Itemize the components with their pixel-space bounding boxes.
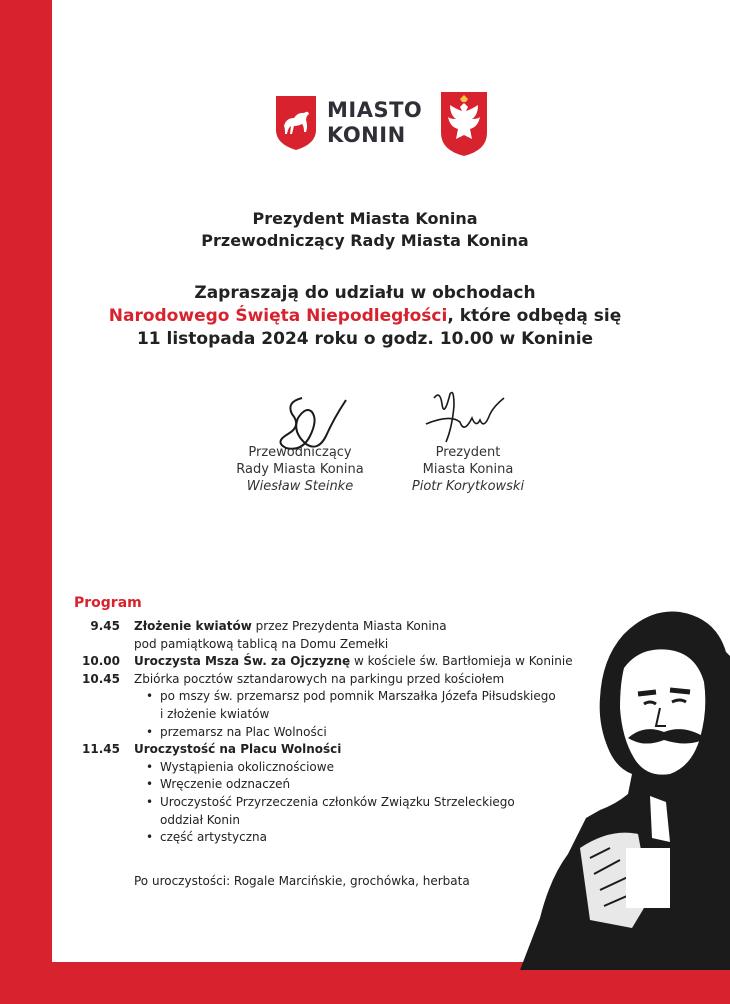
program-description <box>134 671 594 741</box>
program-bullet: • część artystyczna <box>160 829 594 847</box>
after-ceremony-note: Po uroczystości: Rogale Marcińskie, grochówka, herbata <box>134 874 470 888</box>
program-bullet-text: i złożenie kwiatów <box>160 706 270 721</box>
polish-eagle-emblem-icon <box>438 89 490 159</box>
program-time: 11.45 <box>82 742 120 757</box>
program-item <box>74 741 594 847</box>
invite-line-2-rest: , które odbędą się <box>447 306 622 326</box>
red-side-stripe <box>0 0 52 1004</box>
logo-line-2: KONIN <box>327 123 406 147</box>
program-time: 9.45 <box>90 619 120 633</box>
program-bullet: • przemarsz na Plac Wolności <box>160 724 594 742</box>
program-list <box>74 618 594 847</box>
program-description <box>134 741 594 847</box>
invite-line-3: 11 listopada 2024 roku o godz. 10.00 w Koninie <box>136 329 594 349</box>
signature-chairman <box>220 444 380 495</box>
program-bullet: • Wystąpienia okolicznościowe <box>160 759 594 777</box>
program-bullet: • po mszy św. przemarsz pod pomnik Marszałka Józefa Piłsudskiego <box>160 688 594 706</box>
signature-role-1: Prezydent <box>435 445 501 460</box>
program-bullet-text: oddział Konin <box>160 812 240 827</box>
program-event-text: w kościele św. Bartłomieja w Koninie <box>350 654 573 669</box>
signature-name: Piotr Korytkowski <box>411 479 525 494</box>
program-bullets <box>134 688 594 741</box>
signature-role-1: Przewodniczący <box>248 445 352 460</box>
program-event-text: Zbiórka pocztów sztandarowych na parkingu przed kościołem <box>134 671 505 686</box>
logo-line-1: MIASTO <box>327 98 423 122</box>
program-bullets <box>134 759 594 847</box>
invitation-block <box>60 282 670 351</box>
program-event-title: Złożenie kwiatów <box>134 619 252 633</box>
program-bullet: • Uroczystość Przyrzeczenia członków Związku Strzeleckiego <box>160 794 594 812</box>
holiday-name: Narodowego Święta Niepodległości <box>108 306 448 326</box>
host-line-2: Przewodniczący Rady Miasta Konina <box>201 231 529 250</box>
program-time: 10.45 <box>82 671 120 686</box>
program-event-text: przez Prezydenta Miasta Konina <box>251 619 447 633</box>
program-bullet-continuation <box>160 812 594 830</box>
city-logo-text <box>327 98 422 148</box>
signature-president <box>400 444 536 495</box>
program-item <box>74 618 594 653</box>
invite-line-2 <box>60 305 670 328</box>
signature-role-2: Rady Miasta Konina <box>236 462 364 477</box>
invite-line-1: Zapraszają do udziału w obchodach <box>194 283 536 303</box>
program-bullet-continuation <box>160 706 594 724</box>
program-time: 10.00 <box>82 654 120 669</box>
konin-horse-logo-icon <box>276 96 316 150</box>
program-bullet: • Wręczenie odznaczeń <box>160 776 594 794</box>
program-item <box>74 671 594 741</box>
program-event-title: Uroczysta Msza Św. za Ojczyznę <box>134 654 351 669</box>
signature-name: Wiesław Steinke <box>246 479 354 494</box>
signature-role-2: Miasta Konina <box>422 462 514 477</box>
program-event-title: Uroczystość na Placu Wolności <box>134 742 342 757</box>
signature-right-scribble <box>420 384 510 446</box>
program-item <box>74 653 594 671</box>
host-line-1: Prezydent Miasta Konina <box>252 209 478 228</box>
program-description <box>134 653 594 671</box>
program-heading: Program <box>74 595 142 611</box>
program-event-line-2: pod pamiątkową tablicą na Domu Zemełki <box>134 636 389 651</box>
program-description <box>134 618 594 653</box>
hosts-block <box>60 208 670 252</box>
